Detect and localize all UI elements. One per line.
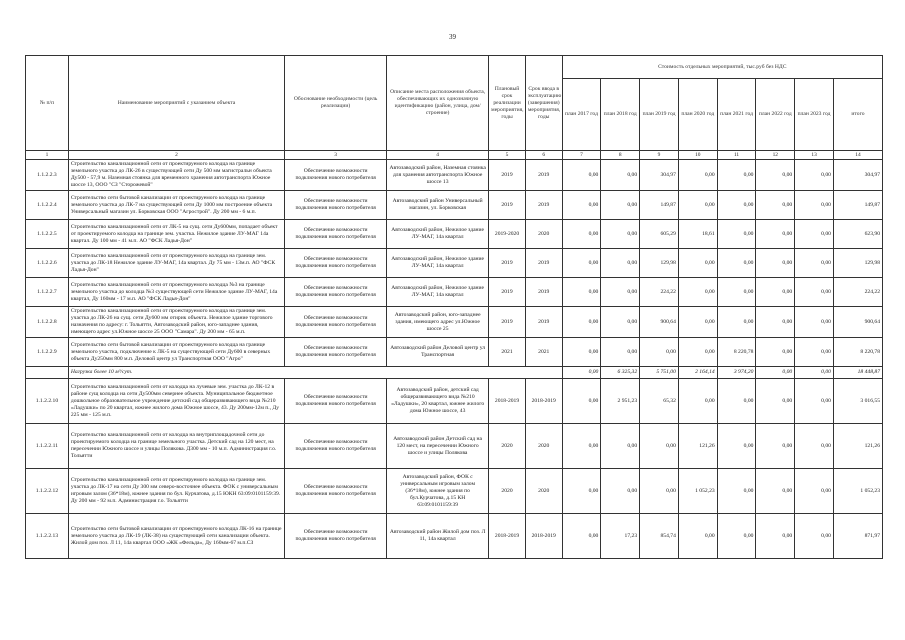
commission-year: 2019: [525, 160, 562, 191]
implementation-period: 2019-2020: [489, 220, 526, 249]
column-index: 13: [795, 151, 834, 160]
table-row: [26, 469, 883, 514]
implementation-period: 2019: [489, 191, 526, 220]
commission-year: 2019: [525, 278, 562, 307]
subtotal-blank: [26, 367, 69, 379]
cost-value: 17,23: [601, 514, 640, 559]
cost-total: 149,87: [833, 191, 882, 220]
cost-total: 129,98: [833, 249, 882, 278]
table-row: [26, 307, 883, 338]
subtotal-value: 3 974,20: [717, 367, 756, 379]
table-row: [26, 278, 883, 307]
cost-value: 0,00: [562, 514, 601, 559]
cost-value: 0,00: [756, 379, 795, 424]
cost-value: 0,00: [756, 469, 795, 514]
header-total: итого: [833, 79, 882, 151]
cost-value: 0,00: [678, 379, 717, 424]
cost-value: 0,00: [717, 514, 756, 559]
cost-value: 0,00: [756, 160, 795, 191]
row-number: 1.1.2.2.12: [26, 469, 69, 514]
row-number: 1.1.2.2.6: [26, 249, 69, 278]
cost-value: 0,00: [678, 249, 717, 278]
column-index: 4: [387, 151, 489, 160]
commission-year: 2020: [525, 469, 562, 514]
cost-value: 0,00: [756, 424, 795, 469]
cost-value: 18,61: [678, 220, 717, 249]
column-index: 9: [640, 151, 679, 160]
cost-value: 0,00: [756, 191, 795, 220]
cost-value: 0,00: [756, 278, 795, 307]
justification: Обеспечение возможности подключения нового потребителя: [285, 278, 387, 307]
location: Автозаводский район, детский сад общеразвивающего вида №210 «Ладушки», 20 квартал, южнее жилого дома Южное шоссе, 43: [387, 379, 489, 424]
cost-value: 0,00: [717, 249, 756, 278]
header-cost-group: Стоимость отдельных мероприятий, тыс.руб без НДС: [562, 56, 882, 79]
cost-value: 0,00: [795, 379, 834, 424]
cost-value: 65,32: [640, 379, 679, 424]
cost-value: 0,00: [756, 220, 795, 249]
justification: Обеспечение возможности подключения нового потребителя: [285, 379, 387, 424]
table-row: [26, 220, 883, 249]
table-row: [26, 338, 883, 367]
column-index: 7: [562, 151, 601, 160]
header-year: план 2019 год: [640, 79, 679, 151]
subtotal-value: 2 164,14: [678, 367, 717, 379]
implementation-period: 2019: [489, 160, 526, 191]
cost-total: 304,97: [833, 160, 882, 191]
cost-value: 605,29: [640, 220, 679, 249]
subtotal-row: [26, 367, 883, 379]
justification: Обеспечение возможности подключения нового потребителя: [285, 514, 387, 559]
header-period: Плановый срок реализации мероприятия, годы: [489, 56, 526, 151]
justification: Обеспечение возможности подключения нового потребителя: [285, 160, 387, 191]
column-index: 2: [68, 151, 284, 160]
table-row: [26, 514, 883, 559]
cost-value: 0,00: [640, 424, 679, 469]
commission-year: 2021: [525, 338, 562, 367]
cost-total: 121,26: [833, 424, 882, 469]
cost-value: 0,00: [678, 338, 717, 367]
column-index: 3: [285, 151, 387, 160]
cost-value: 0,00: [717, 424, 756, 469]
row-number: 1.1.2.2.5: [26, 220, 69, 249]
cost-total: 900,64: [833, 307, 882, 338]
row-number: 1.1.2.2.7: [26, 278, 69, 307]
cost-value: 0,00: [678, 514, 717, 559]
cost-value: 0,00: [795, 514, 834, 559]
cost-value: 2 951,23: [601, 379, 640, 424]
cost-value: 304,97: [640, 160, 679, 191]
cost-total: 3 016,55: [833, 379, 882, 424]
cost-value: 0,00: [678, 191, 717, 220]
cost-value: 0,00: [795, 469, 834, 514]
column-index: 1: [26, 151, 69, 160]
cost-value: 8 220,78: [717, 338, 756, 367]
cost-value: 0,00: [795, 191, 834, 220]
measure-name: Строительство сети бытовой канализации от проектируемого колодца на границе земельного участка до ЛК-7 на существующей сети Ду 1000 мм построение объекта Универсальный магазин ул. Борковская ООО "Агрострой". Ду 200 мм - 6 м.п.: [68, 191, 284, 220]
measure-name: Строительство канализационной сети от проектируемого колодца на границе зем. участка до ЛК-17 на сети Ду 300 мм северо-восточнее объекта. ФОК с универсальным игровым залом (36*18м), южнее здания по бул. Курчатова, д.15 ЮКН 63:09:0101159:39. Ду 200 мм - 92 м.п. Администрация г.о. Тольятти: [68, 469, 284, 514]
row-number: 1.1.2.2.13: [26, 514, 69, 559]
cost-value: 0,00: [717, 220, 756, 249]
commission-year: 2019: [525, 307, 562, 338]
cost-value: 0,00: [601, 220, 640, 249]
cost-value: 854,74: [640, 514, 679, 559]
cost-value: 0,00: [717, 469, 756, 514]
cost-total: 1 052,23: [833, 469, 882, 514]
cost-value: 0,00: [717, 191, 756, 220]
column-index: 11: [717, 151, 756, 160]
cost-value: 0,00: [756, 514, 795, 559]
cost-value: 0,00: [601, 191, 640, 220]
subtotal-value: 6 325,32: [601, 367, 640, 379]
cost-value: 0,00: [717, 160, 756, 191]
cost-value: 149,87: [640, 191, 679, 220]
table-row: [26, 191, 883, 220]
cost-value: 0,00: [562, 338, 601, 367]
cost-value: 0,00: [562, 424, 601, 469]
cost-value: 0,00: [562, 307, 601, 338]
column-index: 5: [489, 151, 526, 160]
cost-value: 224,22: [640, 278, 679, 307]
measure-name: Строительство сети бытовой канализации от проектируемого колодца на границе земельного участка, подключение к ЛК-5 на существующей сети Ду600 в северных объекта Ду250мм 800 м.п. Деловой центр ул Транспортная ООО "Агро": [68, 338, 284, 367]
cost-value: 0,00: [795, 160, 834, 191]
table-row: [26, 249, 883, 278]
measure-name: Строительство канализационной сети от проектируемого колодца на границе земельного участка до ЛК-26 в существующей сети Ду 500 мм магистральн объекта Ду500 - 57,9 м. Наземная стоянка для временного хранения автотранспорта Южное шоссе 13, ООО "СЗ "Сторожевой": [68, 160, 284, 191]
table-row: [26, 160, 883, 191]
implementation-period: 2019: [489, 307, 526, 338]
table-row: [26, 379, 883, 424]
cost-value: 0,00: [678, 160, 717, 191]
row-number: 1.1.2.2.3: [26, 160, 69, 191]
measure-name: Строительство сети бытовой канализации от проектируемого колодца ЛК-16 на границе земельного участка до ЛК-19 (ЛК-38) на существующей сети канализации объекта. Жилой дом поз. Л 11, 14а квартал ООО «ЖК «Фельда», Ду 160мм-67 м.п.СЗ: [68, 514, 284, 559]
header-year: план 2018 год: [601, 79, 640, 151]
header-name: Наименование мероприятий с указанием объекта: [68, 56, 284, 151]
page-number: 39: [449, 33, 456, 41]
cost-value: 0,00: [601, 249, 640, 278]
location: Автозаводский район Деловой центр ул Транспортная: [387, 338, 489, 367]
table-row: [26, 424, 883, 469]
measure-name: Строительство канализационной сети от колодца на лучевые зем. участка до ЛК-12 в районе сущ колодца на сети Ду500мм севернее объекта. Муниципальное бюджетное дошкольное образовательное учреждение детский сад общеразвивающего вида №210 «Ладушки» по 20 квартал, южнее жилого дома Южное шоссе, 43. Ду 200мм-12м п., Ду 225 мм - 125 м.п.: [68, 379, 284, 424]
justification: Обеспечение возможности подключения нового потребителя: [285, 469, 387, 514]
measure-name: Строительство канализационной сети от проектируемого колодца на границе зем. участка до ЛК-26 на сущ. сети Ду600 мм отирик объекта. Нежилое здание торгового назначения по адресу: г. Тольятти, Автозаводский район, юго-западнее здания, имеющего адрес ул.Южное шоссе 25 ООО "Самара". Ду 200 мм - 65 м.п.: [68, 307, 284, 338]
cost-total: 224,22: [833, 278, 882, 307]
justification: Обеспечение возможности подключения нового потребителя: [285, 191, 387, 220]
header-year: план 2020 год: [678, 79, 717, 151]
cost-value: 0,00: [601, 160, 640, 191]
measure-name: Строительство канализационной сети от проектируемого колодца №3 на границе земельного участка до колодца №3 существующей сети Нежилое здание ЛУ-МАГ, 14а квартал, Ду 160мм - 17 м.п. АО "ФСК Ладья-Дон": [68, 278, 284, 307]
column-index: 12: [756, 151, 795, 160]
cost-value: 0,00: [562, 469, 601, 514]
location: Автозаводский район, Наземная стоянка для хранения автотранспорта Южное шоссе 13: [387, 160, 489, 191]
location: Автозаводский район, Нежилое здание ЛУ-МАГ, 14а квартал: [387, 249, 489, 278]
row-number: 1.1.2.2.8: [26, 307, 69, 338]
location: Автозаводский район, юго-западнее здания, имеющего адрес ул.Южное шоссе 25: [387, 307, 489, 338]
cost-value: 0,00: [562, 249, 601, 278]
implementation-period: 2021: [489, 338, 526, 367]
column-index: 10: [678, 151, 717, 160]
investment-table: [25, 55, 883, 559]
cost-value: 0,00: [717, 379, 756, 424]
cost-value: 0,00: [795, 220, 834, 249]
cost-value: 0,00: [562, 220, 601, 249]
header-year: план 2021 год: [717, 79, 756, 151]
cost-value: 0,00: [795, 307, 834, 338]
row-number: 1.1.2.2.11: [26, 424, 69, 469]
location: Автозаводский район, ФОК с универсальным игровым залом (36*18м), южнее здания по бул.Курчатова, д.15 КН 63:09:0101159:39: [387, 469, 489, 514]
measure-name: Строительство канализационной сети от проектируемого колодца на границе зем. участка до ЛК-18 Нежилое здание ЛУ-МАГ, 14а квартал. Ду 75 мм - 13м.п. АО "ФСК Ладья-Дон": [68, 249, 284, 278]
commission-year: 2019: [525, 191, 562, 220]
row-number: 1.1.2.2.4: [26, 191, 69, 220]
cost-value: 0,00: [601, 424, 640, 469]
cost-value: 0,00: [562, 379, 601, 424]
cost-value: 0,00: [562, 191, 601, 220]
implementation-period: 2019: [489, 249, 526, 278]
row-number: 1.1.2.2.9: [26, 338, 69, 367]
header-year: план 2017 год: [562, 79, 601, 151]
header-year: план 2022 год: [756, 79, 795, 151]
column-index: 8: [601, 151, 640, 160]
subtotal-value: 0,00: [756, 367, 795, 379]
cost-value: 0,00: [756, 249, 795, 278]
location: Автозаводский район Жилой дом поз. Л 11, 14а квартал: [387, 514, 489, 559]
implementation-period: 2019: [489, 278, 526, 307]
cost-value: 0,00: [601, 469, 640, 514]
justification: Обеспечение возможности подключения нового потребителя: [285, 424, 387, 469]
cost-value: 0,00: [640, 469, 679, 514]
cost-value: 900,64: [640, 307, 679, 338]
cost-value: 0,00: [795, 249, 834, 278]
cost-value: 129,98: [640, 249, 679, 278]
implementation-period: 2020: [489, 424, 526, 469]
header-num: № п/п: [26, 56, 69, 151]
cost-value: 0,00: [795, 338, 834, 367]
cost-value: 0,00: [640, 338, 679, 367]
header-commission: Срок ввода в эксплуатацию (завершения) мероприятия, годы: [525, 56, 562, 151]
cost-total: 8 220,78: [833, 338, 882, 367]
subtotal-value: 0,00: [562, 367, 601, 379]
cost-value: 0,00: [601, 338, 640, 367]
cost-value: 0,00: [562, 278, 601, 307]
cost-value: 0,00: [601, 307, 640, 338]
cost-value: 0,00: [717, 307, 756, 338]
cost-total: 623,90: [833, 220, 882, 249]
subtotal-value: 0,00: [795, 367, 834, 379]
cost-value: 0,00: [756, 338, 795, 367]
commission-year: 2018-2019: [525, 514, 562, 559]
subtotal-value: 5 751,00: [640, 367, 679, 379]
measure-name: Строительство канализационной сети от ЛК-5 на сущ. сети Ду600мм, попадает объект от проектируемого колодца на границе зем. участка. Нежилое здание ЛУ-МАГ 14а квартал. Ду 100 мм - 41 м.п. АО "ФСК Ладья-Дон": [68, 220, 284, 249]
column-index: 14: [833, 151, 882, 160]
cost-value: 0,00: [678, 278, 717, 307]
cost-value: 1 052,23: [678, 469, 717, 514]
commission-year: 2019: [525, 249, 562, 278]
measure-name: Строительство канализационной сети от колодца на внутриплощадочной сети до проектируемого колодца на границе земельного участка. Детский сад на 120 мест, на пересечении Южного шоссе и улицы Полякова. Д300 мм - 10 м.п. Администрация г.о. Тольятти: [68, 424, 284, 469]
header-place: Описание места расположения объекта, обеспечивающих их однозначную идентификацию (район, улица, дом/строение): [387, 56, 489, 151]
justification: Обеспечение возможности подключения нового потребителя: [285, 249, 387, 278]
justification: Обеспечение возможности подключения нового потребителя: [285, 307, 387, 338]
commission-year: 2020: [525, 220, 562, 249]
row-number: 1.1.2.2.10: [26, 379, 69, 424]
cost-value: 0,00: [601, 278, 640, 307]
justification: Обеспечение возможности подключения нового потребителя: [285, 338, 387, 367]
justification: Обеспечение возможности подключения нового потребителя: [285, 220, 387, 249]
implementation-period: 2018-2019: [489, 379, 526, 424]
cost-value: 0,00: [795, 278, 834, 307]
location: Автозаводский район, Нежилое здание ЛУ-МАГ, 14а квартал: [387, 278, 489, 307]
location: Автозаводский район, Нежилое здание ЛУ-МАГ, 14а квартал: [387, 220, 489, 249]
cost-value: 0,00: [678, 307, 717, 338]
cost-value: 0,00: [562, 160, 601, 191]
header-need: Обоснование необходимости (цель реализации): [285, 56, 387, 151]
cost-value: 0,00: [756, 307, 795, 338]
commission-year: 2018-2019: [525, 379, 562, 424]
subtotal-total: 18 448,87: [833, 367, 882, 379]
implementation-period: 2018-2019: [489, 514, 526, 559]
column-index: 6: [525, 151, 562, 160]
header-year: план 2023 год: [795, 79, 834, 151]
location: Автозаводский район Универсальный магазин, ул. Борковская: [387, 191, 489, 220]
location: Автозаводский район Детский сад на 120 мест, на пересечении Южного шоссе и улицы Полякова: [387, 424, 489, 469]
cost-value: 0,00: [795, 424, 834, 469]
cost-value: 121,26: [678, 424, 717, 469]
subtotal-label: Нагрузка более 10 м³/сут.: [68, 367, 562, 379]
implementation-period: 2020: [489, 469, 526, 514]
commission-year: 2020: [525, 424, 562, 469]
cost-value: 0,00: [717, 278, 756, 307]
cost-total: 871,97: [833, 514, 882, 559]
column-index-row: [26, 151, 883, 160]
